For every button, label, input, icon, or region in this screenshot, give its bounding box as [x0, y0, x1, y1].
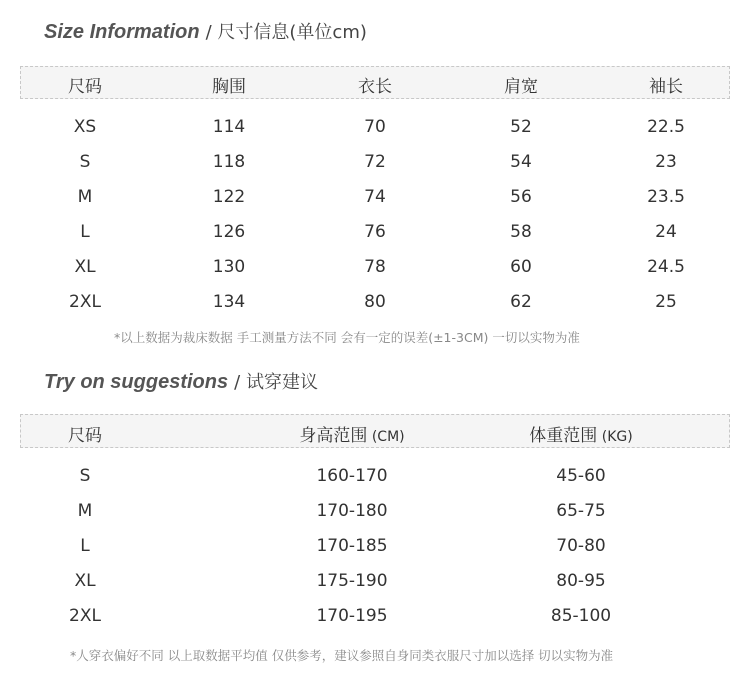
size-table-cell: 70: [364, 117, 386, 137]
try-on-cell: L: [80, 536, 90, 556]
size-table-header-cell: 袖长: [649, 77, 683, 97]
try-on-cell: 170-195: [316, 606, 388, 626]
size-table-cell: 126: [212, 222, 246, 242]
try-on-title-cn: / 试穿建议: [234, 372, 318, 393]
size-table-cell: XL: [74, 257, 96, 277]
try-on-cell: 70-80: [556, 536, 606, 556]
try-on-cell: 85-100: [550, 606, 612, 626]
size-note: *以上数据为裁床数据 手工测量方法不同 会有一定的误差(±1-3CM) 一切以实物为准: [114, 330, 580, 345]
size-table-cell: 78: [364, 257, 386, 277]
size-table-cell: 56: [510, 187, 532, 207]
try-on-cell: S: [79, 466, 91, 486]
size-table-cell: 122: [212, 187, 246, 207]
size-table-cell: 60: [510, 257, 532, 277]
size-table-cell: 22.5: [647, 117, 685, 137]
try-on-cell: 45-60: [556, 466, 606, 486]
try-on-header-unit: (KG): [597, 429, 633, 445]
try-on-cell: 170-180: [316, 501, 388, 521]
try-on-cell: 65-75: [556, 501, 606, 521]
try-on-cell: XL: [74, 571, 96, 591]
try-on-cell: 175-190: [316, 571, 388, 591]
size-table-cell: 80: [364, 292, 386, 312]
size-table-cell: 23: [655, 152, 677, 172]
size-table-cell: 24.5: [647, 257, 685, 277]
try-on-header-label: 身高范围: [299, 426, 368, 446]
try-on-title-en: Try on suggestions: [44, 371, 229, 393]
size-table-cell: 114: [212, 117, 246, 137]
try-on-header-cell: [529, 421, 632, 446]
size-table-header-cell: 尺码: [68, 77, 102, 97]
size-table-header-cell: 胸围: [212, 77, 246, 97]
size-table-cell: 72: [364, 152, 386, 172]
size-table-cell: 62: [510, 292, 532, 312]
try-on-header-cell: [68, 421, 102, 446]
size-table-cell: 130: [212, 257, 246, 277]
try-on-cell: M: [77, 501, 93, 521]
size-info-title: [44, 18, 367, 44]
try-on-cell: 2XL: [69, 606, 101, 626]
size-table-cell: 118: [212, 152, 246, 172]
try-on-header-unit: (CM): [367, 429, 405, 445]
try-on-header-label: 尺码: [68, 426, 102, 446]
size-table-cell: 2XL: [69, 292, 101, 312]
size-table-cell: M: [77, 187, 93, 207]
try-on-header-cell: [299, 421, 404, 446]
size-table-header-cell: 肩宽: [504, 77, 538, 97]
size-info-title-en: Size Information: [44, 21, 200, 43]
try-on-cell: 170-185: [316, 536, 388, 556]
try-on-cell: 80-95: [556, 571, 606, 591]
size-table-cell: 76: [364, 222, 386, 242]
size-table-cell: XS: [73, 117, 97, 137]
try-on-header-label: 体重范围: [529, 426, 598, 446]
size-table-cell: 74: [364, 187, 386, 207]
try-on-note: *人穿衣偏好不同 以上取数据平均值 仅供参考，建议参照自身同类衣服尺寸加以选择 切以实物为准: [70, 648, 614, 663]
size-table-cell: 54: [510, 152, 532, 172]
size-info-title-cn: / 尺寸信息(单位cm): [205, 22, 367, 43]
size-table-cell: S: [79, 152, 91, 172]
size-table-cell: 58: [510, 222, 532, 242]
size-table-cell: 25: [655, 292, 677, 312]
size-table-cell: 52: [510, 117, 532, 137]
size-table-cell: 134: [212, 292, 246, 312]
size-table-cell: 24: [655, 222, 677, 242]
try-on-cell: 160-170: [316, 466, 388, 486]
try-on-title: [44, 368, 318, 394]
size-table-cell: 23.5: [647, 187, 685, 207]
size-table-header-cell: 衣长: [358, 77, 392, 97]
size-table-cell: L: [80, 222, 90, 242]
